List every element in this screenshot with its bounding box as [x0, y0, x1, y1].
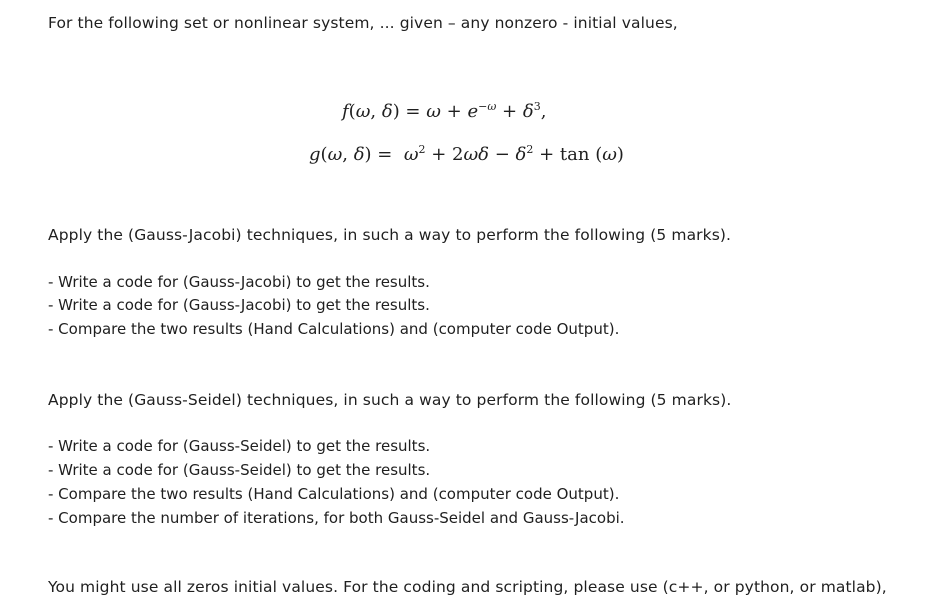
- jacobi-item: - Write a code for (Gauss-Jacobi) to get the results.: [48, 273, 430, 291]
- footer-text: You might use all zeros initial values. For the coding and scripting, please use (c++, or python, or matlab),: [48, 578, 887, 596]
- seidel-item: - Write a code for (Gauss-Seidel) to get the results.: [48, 437, 431, 455]
- seidel-item: - Compare the number of iterations, for both Gauss-Seidel and Gauss-Jacobi.: [48, 509, 625, 527]
- jacobi-heading: Apply the (Gauss-Jacobi) techniques, in such a way to perform the following (5 marks).: [48, 226, 732, 244]
- equation-g: g(ω, $\delta) = \omega^2 + 2\omega\delta - \delta^2 + \tan (\omega)$: [309, 143, 624, 165]
- seidel-heading: Apply the (Gauss-Seidel) techniques, in such a way to perform the following (5 marks).: [48, 391, 732, 409]
- seidel-item: - Write a code for (Gauss-Seidel) to get the results.: [48, 461, 431, 479]
- jacobi-item: - Compare the two results (Hand Calculations) and (computer code Output).: [48, 320, 620, 338]
- seidel-item: - Compare the two results (Hand Calculations) and (computer code Output).: [48, 485, 620, 503]
- intro-text: For the following set or nonlinear system, ... given – any nonzero - initial values,: [48, 14, 678, 32]
- jacobi-item: - Write a code for (Gauss-Jacobi) to get the results.: [48, 296, 430, 314]
- equation-f: f(ω, $\delta) = \omega + e^{-\omega} + \delta^3$,: [342, 100, 547, 122]
